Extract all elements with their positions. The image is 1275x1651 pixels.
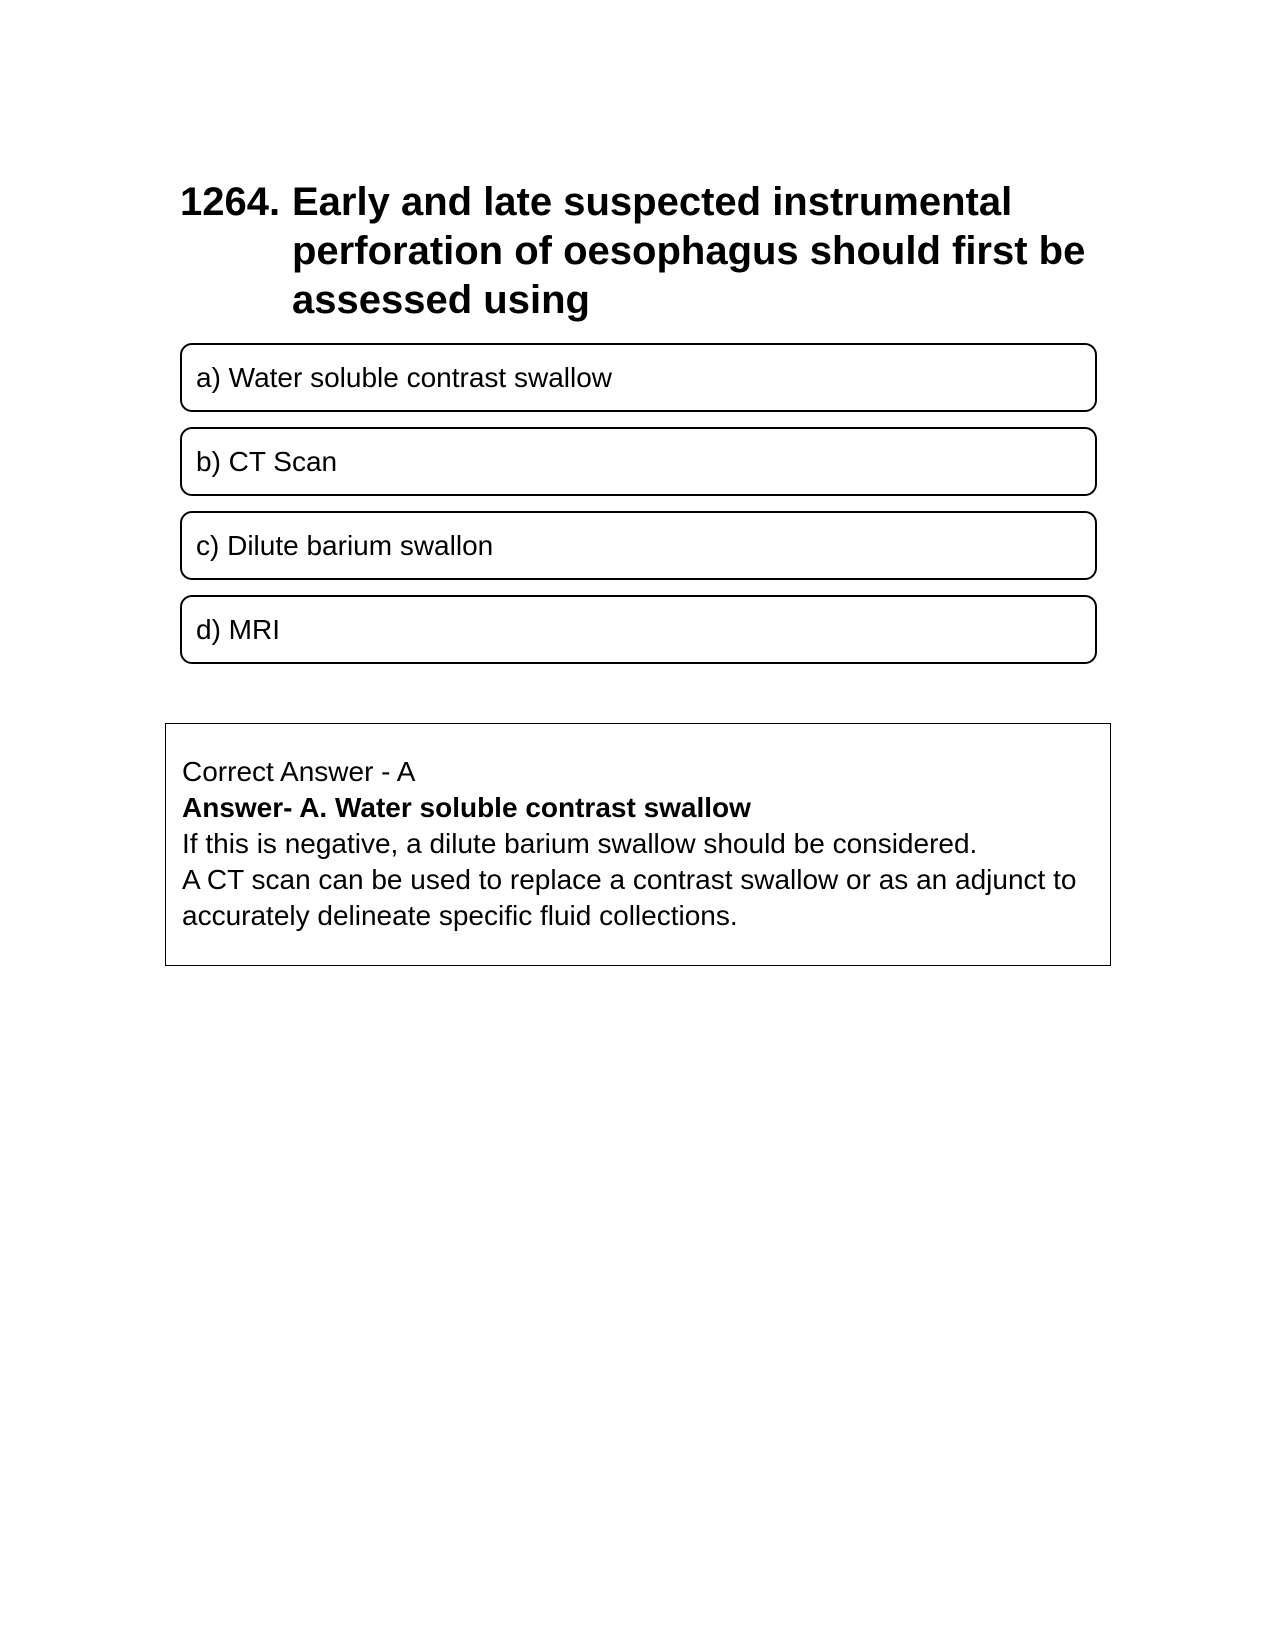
question-number: 1264. xyxy=(180,180,281,224)
answer-explanation-box xyxy=(165,723,1111,966)
explanation-text-1: If this is negative, a dilute barium swallow should be considered. xyxy=(182,828,978,859)
option-a[interactable]: a) Water soluble contrast swallow xyxy=(180,343,1097,412)
correct-answer-line: Correct Answer - A xyxy=(182,756,416,787)
explanation-text-2: A CT scan can be used to replace a contrast swallow or as an adjunct to accurately delineate specific fluid collections. xyxy=(182,864,1077,931)
question-text: Early and late suspected instrumental perforation of oesophagus should first be assessed using xyxy=(292,180,1086,322)
option-d[interactable]: d) MRI xyxy=(180,595,1097,664)
answer-options xyxy=(180,343,1097,679)
question-heading xyxy=(180,178,1100,325)
option-b[interactable]: b) CT Scan xyxy=(180,427,1097,496)
option-c[interactable]: c) Dilute barium swallon xyxy=(180,511,1097,580)
answer-title: Answer- A. Water soluble contrast swallow xyxy=(182,792,751,823)
